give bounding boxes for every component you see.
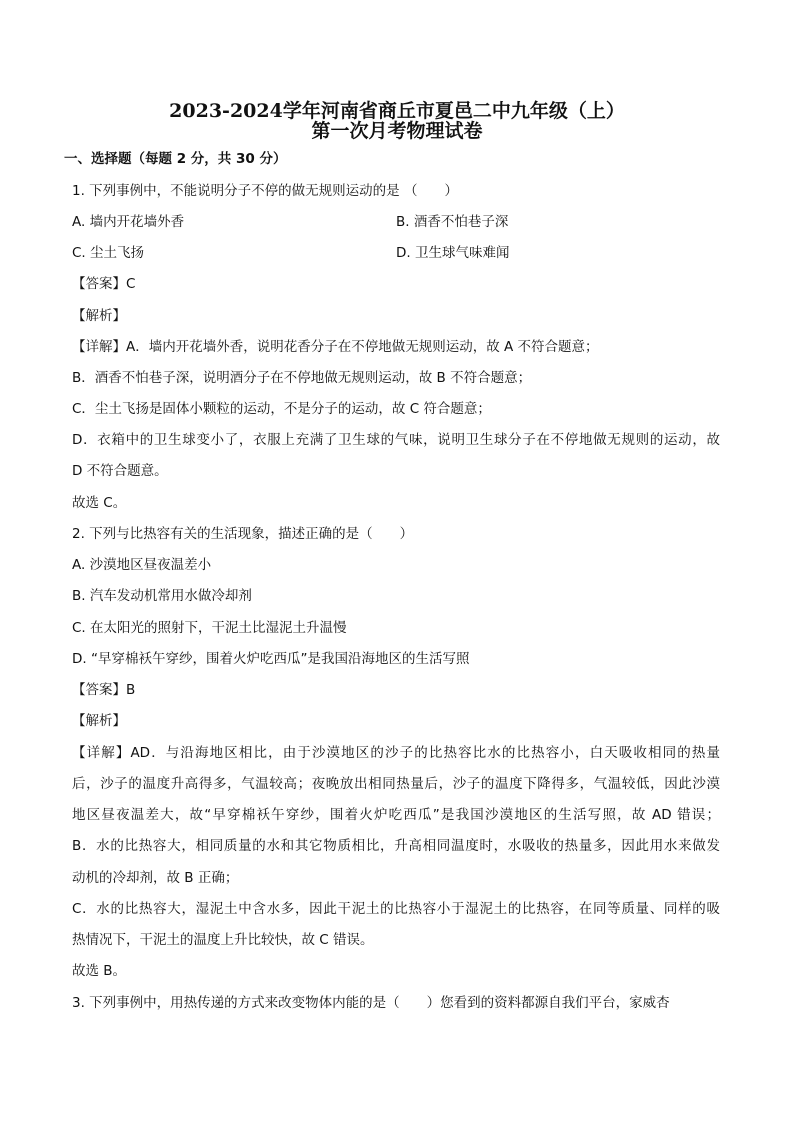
q2-option-d: D. “早穿棉袄午穿纱，围着火炉吃西瓜”是我国沿海地区的生活写照 [72, 651, 470, 667]
section-heading: 一、选择题（每题 2 分，共 30 分） [64, 151, 287, 167]
title-line-1: 2023-2024学年河南省商丘市夏邑二中九年级（上） [169, 100, 625, 122]
q2-option-a: A. 沙漠地区昼夜温差小 [72, 557, 212, 573]
q1-answer: 【答案】C [72, 276, 136, 292]
q1-option-a: A. 墙内开花墙外香 [72, 214, 185, 230]
q1-detail-5: D 不符合题意。 [72, 463, 168, 479]
q1-detail-2: B．酒香不怕巷子深，说明酒分子在不停地做无规则运动，故 B 不符合题意； [72, 370, 532, 386]
q3-stem: 3. 下列事例中，用热传递的方式来改变物体内能的是（ ）您看到的资料都源自我们平台，家威杏 [72, 995, 670, 1011]
q2-answer: 【答案】B [72, 682, 136, 698]
q1-detail-4: D．衣箱中的卫生球变小了，衣服上充满了卫生球的气味，说明卫生球分子在不停地做无规则的运动，故 [72, 432, 720, 448]
q1-detail-1: 【详解】A．墙内开花墙外香，说明花香分子在不停地做无规则运动，故 A 不符合题意； [72, 339, 599, 355]
q1-option-b: B. 酒香不怕巷子深 [396, 214, 509, 230]
q2-detail-7: 热情况下，干泥土的温度上升比较快，故 C 错误。 [72, 932, 374, 948]
q1-analysis-label: 【解析】 [72, 308, 126, 324]
q2-detail-6: C．水的比热容大，湿泥土中含水多，因此干泥土的比热容小于湿泥土的比热容，在同等质量、同样的吸 [72, 901, 720, 917]
q1-stem: 1. 下列事例中，不能说明分子不停的做无规则运动的是 （ ） [72, 183, 458, 199]
q2-stem: 2. 下列与比热容有关的生活现象，描述正确的是（ ） [72, 526, 414, 542]
q2-detail-4: B．水的比热容大，相同质量的水和其它物质相比，升高相同温度时，水吸收的热量多，因此用水来做发 [72, 838, 720, 854]
q2-detail-5: 动机的冷却剂，故 B 正确； [72, 870, 239, 886]
q2-option-b: B. 汽车发动机常用水做冷却剂 [72, 588, 252, 604]
q1-conclusion: 故选 C。 [72, 495, 127, 511]
q1-detail-3: C．尘土飞扬是固体小颗粒的运动，不是分子的运动，故 C 符合题意； [72, 401, 491, 417]
q1-option-d: D. 卫生球气味难闻 [396, 245, 510, 261]
q2-analysis-label: 【解析】 [72, 713, 126, 729]
q2-detail-1: 【详解】AD．与沿海地区相比，由于沙漠地区的沙子的比热容比水的比热容小，白天吸收相同的热量 [72, 745, 720, 761]
q2-conclusion: 故选 B。 [72, 963, 127, 979]
q2-detail-3: 地区昼夜温差大，故“早穿棉袄午穿纱，围着火炉吃西瓜”是我国沙漠地区的生活写照，故 AD 错误； [72, 807, 720, 823]
q2-option-c: C. 在太阳光的照射下，干泥土比湿泥土升温慢 [72, 620, 347, 636]
q2-detail-2: 后，沙子的温度升高得多，气温较高；夜晚放出相同热量后，沙子的温度下降得多，气温较低，因此沙漠 [72, 776, 720, 792]
q1-option-c: C. 尘土飞扬 [72, 245, 145, 261]
title-line-2: 第一次月考物理试卷 [311, 120, 483, 142]
